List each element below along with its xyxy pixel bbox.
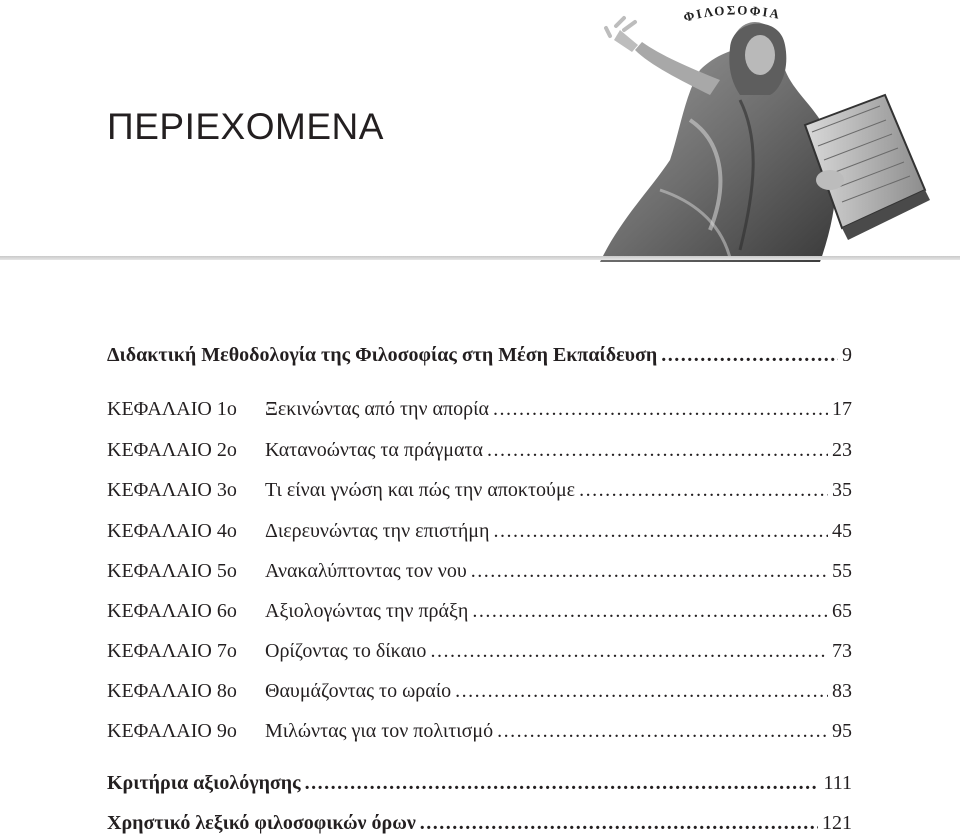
dot-leader	[661, 340, 838, 370]
chapter-label: ΚΕΦΑΛΑΙΟ 8ο	[107, 680, 237, 702]
dot-leader	[579, 475, 828, 505]
toc-entry-page: 121	[822, 812, 852, 834]
toc-entry-page: 65	[832, 600, 852, 622]
dot-leader	[472, 596, 828, 626]
page-title: ΠΕΡΙΕΧΟΜΕΝΑ	[107, 106, 384, 147]
toc-entry-title: Τι είναι γνώση και πώς την αποκτούμε	[265, 479, 576, 501]
chapter-label: ΚΕΦΑΛΑΙΟ 7ο	[107, 640, 237, 662]
toc-entry-chapter-9	[107, 716, 852, 746]
toc-entry-glossary	[107, 808, 852, 838]
dot-leader	[493, 516, 828, 546]
toc-entry-title: Κριτήρια αξιολόγησης	[107, 772, 301, 794]
dot-leader	[430, 636, 828, 666]
toc-entry-page: 73	[832, 640, 852, 662]
dot-leader	[420, 808, 818, 838]
dot-leader	[455, 676, 828, 706]
toc-entry-title: Χρηστικό λεξικό φιλοσοφικών όρων	[107, 812, 416, 834]
dot-leader	[497, 716, 828, 746]
toc-entry-title: Μιλώντας για τον πολιτισμό	[265, 720, 494, 742]
toc-entry-title: Κατανοώντας τα πράγματα	[265, 439, 484, 461]
toc-entry-title: Διερευνώντας την επιστήμη	[265, 520, 490, 542]
toc-entry-title: Αξιολογώντας την πράξη	[265, 600, 469, 622]
toc-entry-chapter-4	[107, 516, 852, 546]
chapter-label: ΚΕΦΑΛΑΙΟ 3ο	[107, 479, 237, 501]
toc-entry-chapter-2	[107, 435, 852, 465]
chapter-label: ΚΕΦΑΛΑΙΟ 4ο	[107, 520, 237, 542]
toc-entry-chapter-8	[107, 676, 852, 706]
chapter-label: ΚΕΦΑΛΑΙΟ 6ο	[107, 600, 237, 622]
chapter-label: ΚΕΦΑΛΑΙΟ 9ο	[107, 720, 237, 742]
toc-entry-page: 9	[842, 344, 852, 366]
toc-entry-page: 111	[823, 772, 852, 794]
dot-leader	[487, 435, 828, 465]
toc-entry-page: 23	[832, 439, 852, 461]
toc-entry-page: 95	[832, 720, 852, 742]
svg-text:ΦΙΛΟΣΟΦΙΑ	[682, 2, 782, 24]
toc-entry-title: Διδακτική Μεθοδολογία της Φιλοσοφίας στη Μέση Εκπαίδευση	[107, 344, 658, 366]
toc-entry-criteria	[107, 768, 852, 798]
toc-entry-intro	[107, 340, 852, 370]
section-divider	[0, 256, 960, 260]
toc-entry-page: 35	[832, 479, 852, 501]
toc-entry-page: 55	[832, 560, 852, 582]
toc-entry-chapter-5	[107, 556, 852, 586]
toc-entry-chapter-7	[107, 636, 852, 666]
dot-leader	[305, 768, 820, 798]
toc-entry-chapter-3	[107, 475, 852, 505]
statue-caption: ΦΙΛΟΣΟΦΙΑ	[681, 2, 783, 25]
philosophy-statue-illustration	[580, 0, 960, 262]
dot-leader	[493, 394, 828, 424]
toc-entry-chapter-1	[107, 394, 852, 424]
toc-entry-page: 17	[832, 398, 852, 420]
toc-entry-title: Ανακαλύπτοντας τον νου	[265, 560, 467, 582]
dot-leader	[471, 556, 828, 586]
toc-entry-chapter-6	[107, 596, 852, 626]
toc-entry-page: 45	[832, 520, 852, 542]
toc-entry-page: 83	[832, 680, 852, 702]
chapter-label: ΚΕΦΑΛΑΙΟ 1ο	[107, 398, 237, 420]
toc-entry-title: Ορίζοντας το δίκαιο	[265, 640, 427, 662]
chapter-label: ΚΕΦΑΛΑΙΟ 2ο	[107, 439, 237, 461]
toc-entry-title: Θαυμάζοντας το ωραίο	[265, 680, 452, 702]
chapter-label: ΚΕΦΑΛΑΙΟ 5ο	[107, 560, 237, 582]
toc-entry-title: Ξεκινώντας από την απορία	[265, 398, 489, 420]
